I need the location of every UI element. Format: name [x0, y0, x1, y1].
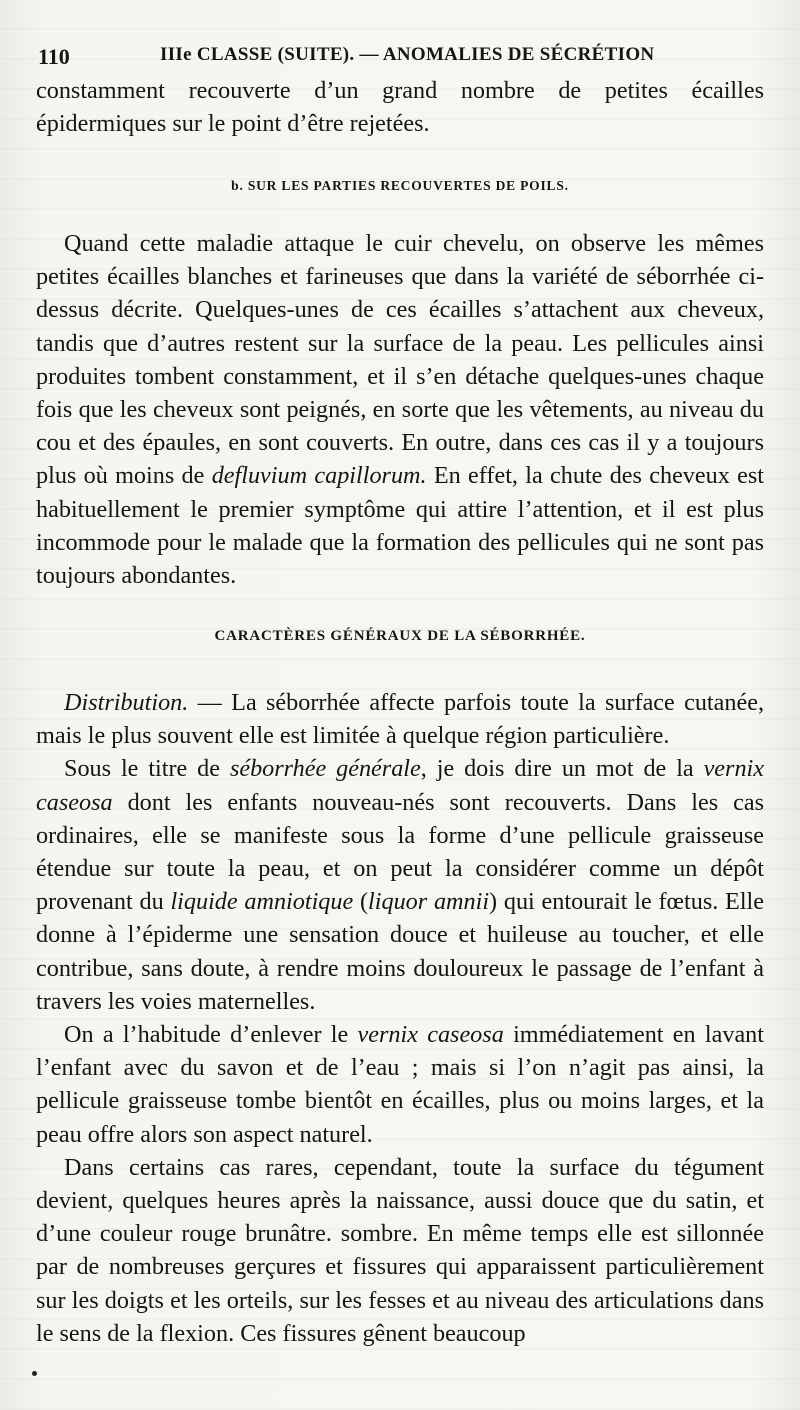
paragraph-4-intro: Sous le titre de: [64, 755, 230, 783]
distribution-label: Distribution.: [64, 689, 189, 716]
margin-dot: [32, 1371, 37, 1376]
paragraph-2-italic-term: defluvium capillorum.: [211, 462, 427, 490]
page-number: 110: [38, 44, 70, 69]
paragraph-3-text: — La séborrhée affecte parfois toute la surface cutanée, mais le plus souvent elle est limitée à quelque région particulière.: [36, 689, 764, 750]
paragraph-5-end: immédiatement en lavant l’enfant avec du savon et de l’eau ; mais si l’on n’agit pas ainsi, la pellicule graisseuse tombe bientôt en écailles, plus ou moins larges, et la peau offre alors son aspect naturel.: [36, 1021, 764, 1148]
general-characteristics-body: [36, 686, 764, 1350]
term-liquide-amniotique: liquide amniotique: [170, 888, 354, 916]
paragraph-3: [36, 686, 764, 752]
paragraph-5: [36, 1018, 764, 1151]
paragraph-continuation: [36, 74, 764, 140]
paragraph-5-intro: On a l’habitude d’enlever le: [64, 1021, 358, 1049]
paragraph-2-text: Quand cette maladie attaque le cuir chevelu, on observe les mêmes petites écailles blanches et farineuses que dans la variété de séborrhée ci-dessus décrite. Quelques-unes de ces écailles s’attachent aux cheveux, tandis que d’autres restent sur la surface de la peau. Les pellicules ainsi produites tombent constamment, et il s’en détache quelques-unes chaque fois que les cheveux sont peignés, en sorte que les vêtements, au niveau du cou et des épaules, en sont couverts. En outre, dans ces cas il y a toujours plus où moins de: [36, 230, 764, 490]
section-heading-b: b. SUR LES PARTIES RECOUVERTES DE POILS.: [231, 178, 569, 193]
paragraph-2: [36, 227, 764, 592]
term-vernix-caseosa: vernix caseosa: [36, 755, 764, 816]
paragraph-4-mid-3: (: [353, 888, 369, 916]
running-head: IIIe CLASSE (SUITE). — ANOMALIES DE SÉCRÉTION: [160, 44, 655, 65]
paragraph-4: [36, 752, 764, 1018]
page-header: [38, 40, 778, 70]
term-liquor-amnii: liquor amnii: [368, 888, 490, 916]
term-vernix-caseosa-2: vernix caseosa: [357, 1021, 504, 1049]
section-b-body: [36, 227, 764, 592]
paragraph-1: constamment recouverte d’un grand nombre de petites écailles épidermiques sur le point d’être rejetées.: [36, 77, 764, 138]
paragraph-4-end: ) qui entourait le fœtus. Elle donne à l’épiderme une sensation douce et huileuse au toucher, et elle contribue, sans doute, à rendre moins douloureux le passage de l’enfant à travers les voies maternelles.: [36, 888, 764, 1015]
paragraph-4-mid-2: dont les enfants nouveau-nés sont recouverts. Dans les cas ordinaires, elle se manifeste sous la forme d’une pellicule graisseuse étendue sur toute la peau, et on peut la considérer comme un dépôt provenant du: [36, 788, 764, 916]
paragraph-2-text-end: En effet, la chute des cheveux est habituellement le premier symptôme qui attire l’attention, et il est plus incommode pour le malade que la formation des pellicules qui ne sont pas toujours abondantes.: [36, 462, 764, 590]
section-heading-general: CARACTÈRES GÉNÉRAUX DE LA SÉBORRHÉE.: [214, 628, 586, 644]
paragraph-6: Dans certains cas rares, cependant, toute la surface du tégument devient, quelques heures après la naissance, aussi douce que du satin, et d’une couleur rouge brunâtre. sombre. En même temps elle est sillonnée par de nombreuses gerçures et fissures qui apparaissent particulièrement sur les doigts et les orteils, sur les fesses et au niveau des articulations dans le sens de la flexion. Ces fissures gênent beaucoup: [36, 1153, 764, 1347]
term-seborrhee-generale: séborrhée générale: [229, 755, 421, 783]
paragraph-4-mid-1: , je dois dire un mot de la: [420, 755, 704, 783]
